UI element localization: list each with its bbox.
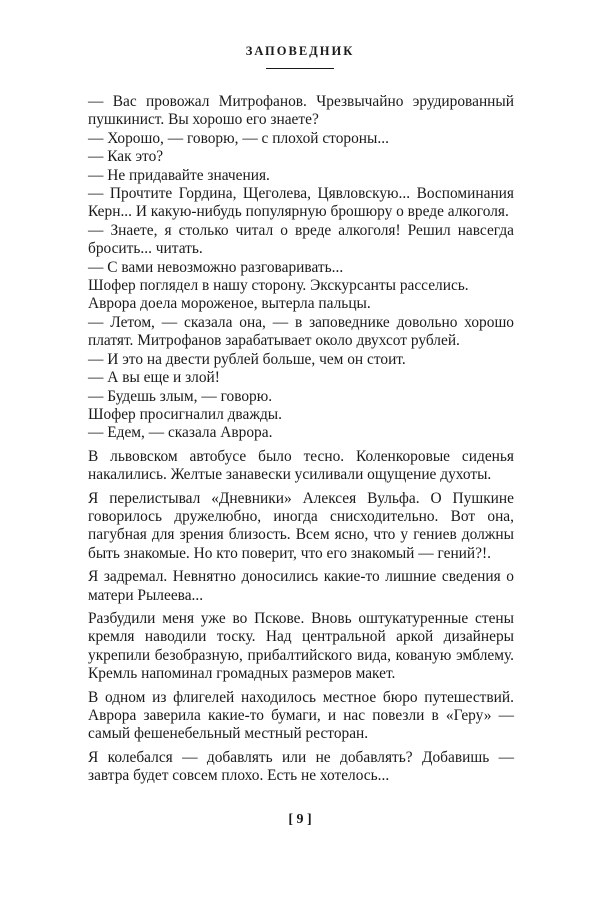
running-header: ЗАПОВЕДНИК [245,44,355,58]
paragraph: — Знаете, я столько читал о вреде алкоголя! Решил навсегда бросить... читать. [88,221,514,258]
paragraph: — И это на двести рублей больше, чем он стоит. [88,350,406,368]
paragraph: — А вы еще и злой! [88,369,220,387]
paragraph: — Хорошо, — говорю, — с плохой стороны... [88,129,389,147]
paragraph: — Как это? [88,148,164,166]
paragraph: — Не придавайте значения. [88,166,270,184]
paragraph: Шофер поглядел в нашу сторону. Экскурсанты расселись. [88,277,469,295]
paragraph: В львовском автобусе было тесно. Коленкоровые сиденья накалились. Желтые занавески усиливали ощущение духоты. [88,447,514,484]
paragraph: — Будешь злым, — говорю. [88,387,273,405]
paragraph: Аврора доела мороженое, вытерла пальцы. [88,295,371,313]
paragraph: — Вас провожал Митрофанов. Чрезвычайно эрудированный пушкинист. Вы хорошо его знаете? [88,93,514,129]
paragraph: Я задремал. Невнятно доносились какие-то лишние сведения о матери Рылеева... [88,568,514,604]
paragraph: В одном из флигелей находилось местное бюро путешествий. Аврора заверила какие-то бумаги, и нас повезли в «Геру» — самый фешенебельный местный ресторан. [88,688,514,743]
paragraph: — Едем, — сказала Аврора. [88,424,273,442]
paragraph: Я колебался — добавлять или не добавлять? Добавишь — завтра будет совсем плохо. Есть не хотелось... [88,748,514,785]
paragraph: — Прочтите Гордина, Щеголева, Цявловскую... Воспоминания Керн... И какую-нибудь популярную брошюру о вреде алкоголя. [88,185,514,221]
header-rule [266,68,334,69]
paragraph: Шофер просигналил дважды. [88,405,282,423]
paragraph: Разбудили меня уже во Пскове. Вновь оштукатуренные стены кремля наводили тоску. Над центральной аркой дизайнеры укрепили безобразную, прибалтийского вида, кованую эмблему. Кремль напоминал громадных размеров макет. [88,609,514,683]
paragraph: Я перелистывал «Дневники» Алексея Вульфа. О Пушкине говорилось дружелюбно, иногда снисходительно. Вот она, пагубная для зрения близость. Всем ясно, что у гениев должны быть знакомые. Но кто поверит, что его знакомый — гений?!. [88,489,514,562]
body-text [88,93,514,786]
paragraph: — Летом, — сказала она, — в заповеднике довольно хорошо платят. Митрофанов зарабатывает около двухсот рублей. [88,313,514,350]
paragraph: — С вами невозможно разговаривать... [88,258,344,276]
page-number: [ 9 ] [288,812,312,827]
